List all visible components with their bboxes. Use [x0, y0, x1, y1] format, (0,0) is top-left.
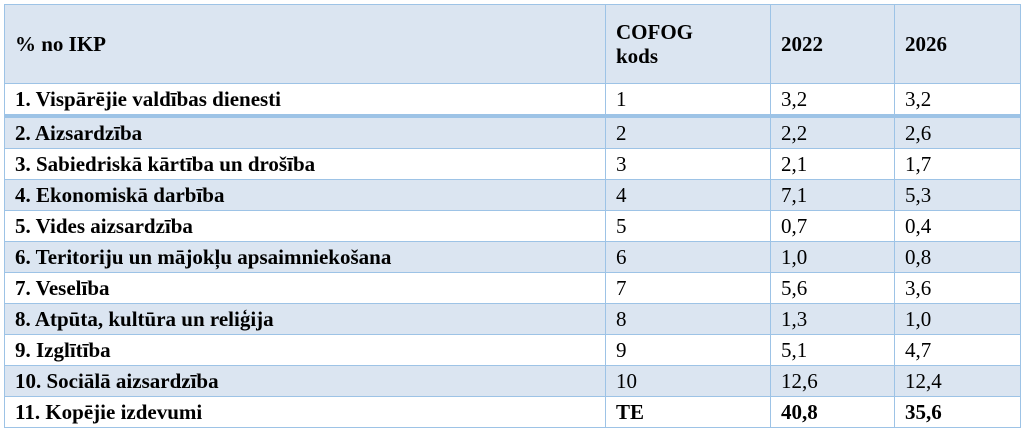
header-cofog-line2: kods [616, 44, 659, 68]
value-2026-cell: 1,0 [895, 304, 1021, 335]
table-row [5, 149, 1021, 180]
value-2022-cell: 1,3 [771, 304, 895, 335]
function-cell: 10. Sociālā aizsardzība [5, 366, 606, 397]
function-cell: 3. Sabiedriskā kārtība un drošība [5, 149, 606, 180]
header-row [5, 5, 1021, 84]
header-label: % no IKP [5, 5, 606, 84]
table-row [5, 366, 1021, 397]
function-cell: 4. Ekonomiskā darbība [5, 180, 606, 211]
code-cell: 7 [606, 273, 771, 304]
table-row [5, 335, 1021, 366]
header-cofog-code [606, 5, 771, 84]
value-2026-cell: 12,4 [895, 366, 1021, 397]
code-cell: 10 [606, 366, 771, 397]
function-cell: 11. Kopējie izdevumi [5, 397, 606, 428]
value-2026-cell: 2,6 [895, 116, 1021, 149]
code-cell: 5 [606, 211, 771, 242]
code-cell: 2 [606, 116, 771, 149]
code-cell: 8 [606, 304, 771, 335]
function-cell: 5. Vides aizsardzība [5, 211, 606, 242]
value-2022-cell: 40,8 [771, 397, 895, 428]
function-cell: 6. Teritoriju un mājokļu apsaimniekošana [5, 242, 606, 273]
code-cell: 3 [606, 149, 771, 180]
table-row [5, 273, 1021, 304]
value-2022-cell: 2,2 [771, 116, 895, 149]
table-row [5, 211, 1021, 242]
value-2026-cell: 5,3 [895, 180, 1021, 211]
header-year-2022: 2022 [771, 5, 895, 84]
header-cofog-line1: COFOG [616, 19, 693, 44]
table-row [5, 304, 1021, 335]
function-cell: 1. Vispārējie valdības dienesti [5, 84, 606, 117]
value-2022-cell: 3,2 [771, 84, 895, 117]
function-cell: 9. Izglītība [5, 335, 606, 366]
value-2026-cell: 1,7 [895, 149, 1021, 180]
value-2022-cell: 5,1 [771, 335, 895, 366]
value-2026-cell: 0,4 [895, 211, 1021, 242]
value-2022-cell: 0,7 [771, 211, 895, 242]
value-2022-cell: 1,0 [771, 242, 895, 273]
code-cell: 9 [606, 335, 771, 366]
value-2022-cell: 2,1 [771, 149, 895, 180]
function-cell: 2. Aizsardzība [5, 116, 606, 149]
total-row [5, 397, 1021, 428]
function-cell: 8. Atpūta, kultūra un reliģija [5, 304, 606, 335]
header-year-2026: 2026 [895, 5, 1021, 84]
value-2022-cell: 7,1 [771, 180, 895, 211]
value-2026-cell: 3,6 [895, 273, 1021, 304]
value-2022-cell: 5,6 [771, 273, 895, 304]
value-2026-cell: 3,2 [895, 84, 1021, 117]
table-row [5, 84, 1021, 117]
value-2026-cell: 4,7 [895, 335, 1021, 366]
table-row [5, 180, 1021, 211]
value-2026-cell: 0,8 [895, 242, 1021, 273]
cofog-expenditure-table [4, 4, 1021, 428]
table-row [5, 242, 1021, 273]
table-row [5, 116, 1021, 149]
value-2026-cell: 35,6 [895, 397, 1021, 428]
code-cell: 6 [606, 242, 771, 273]
code-cell: 1 [606, 84, 771, 117]
code-cell: 4 [606, 180, 771, 211]
function-cell: 7. Veselība [5, 273, 606, 304]
value-2022-cell: 12,6 [771, 366, 895, 397]
code-cell: TE [606, 397, 771, 428]
